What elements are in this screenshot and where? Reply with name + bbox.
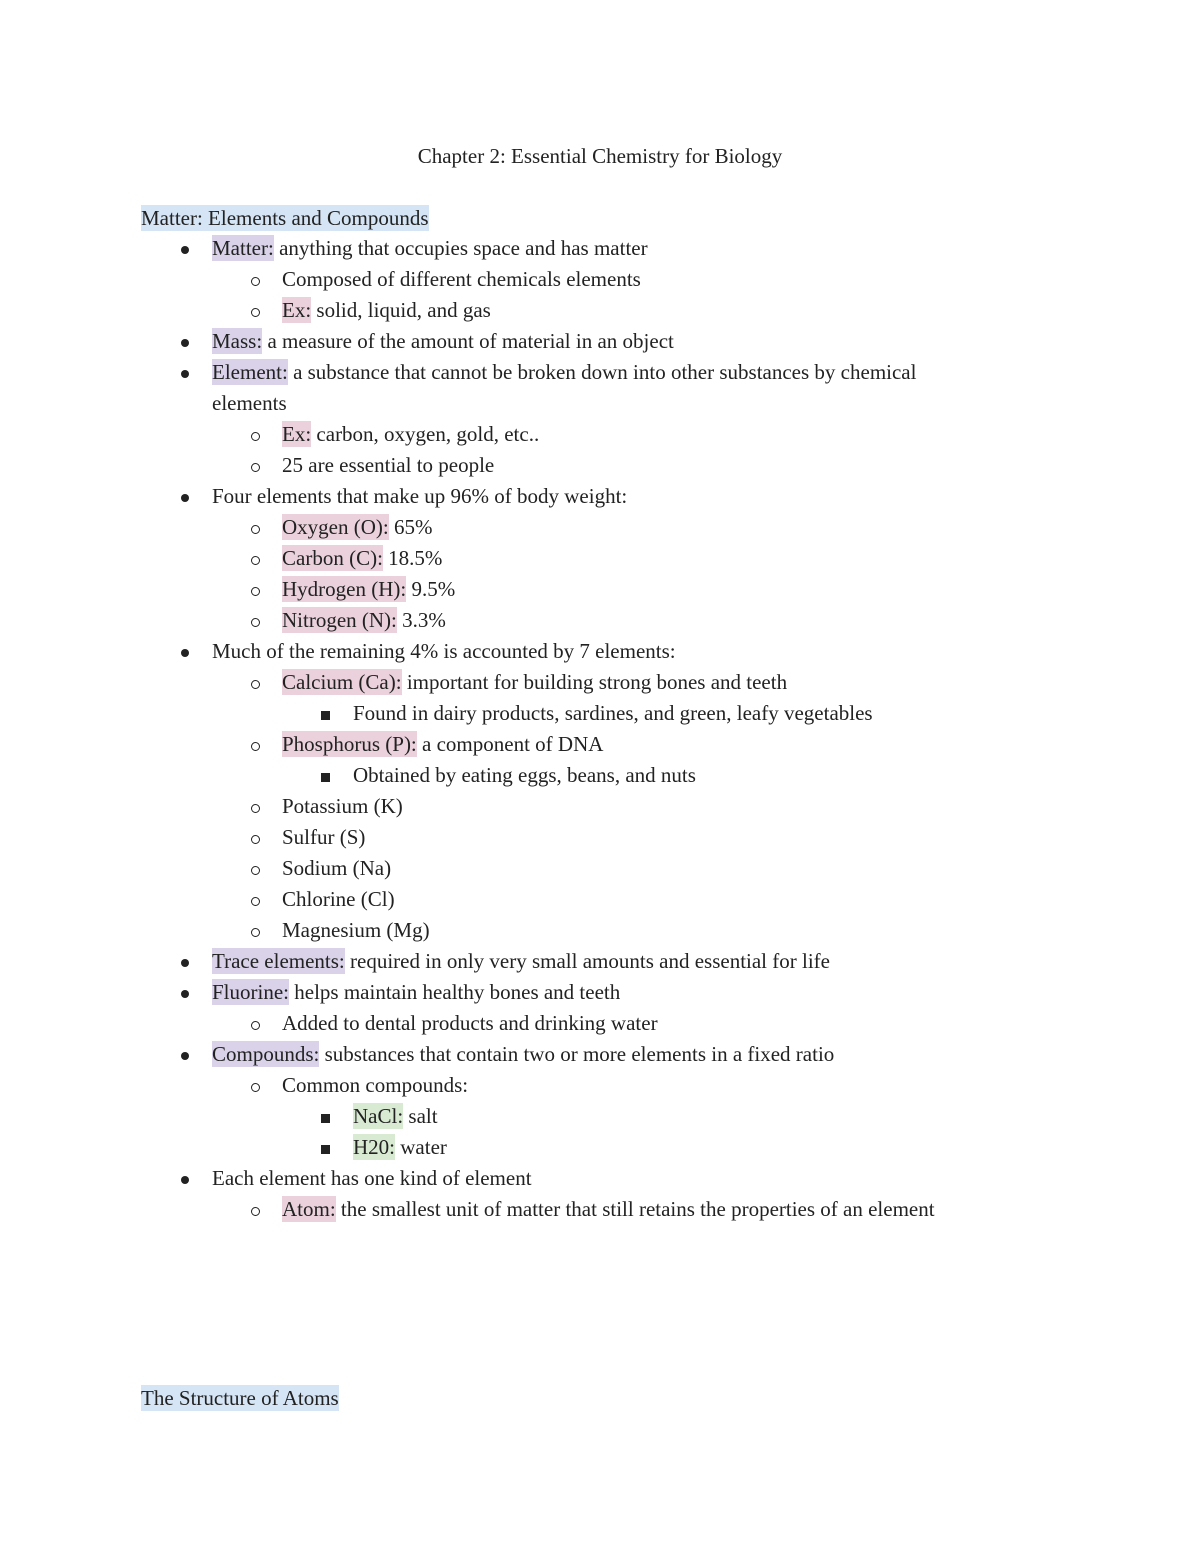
outline-item-text (282, 667, 787, 698)
definition-text: water (395, 1135, 447, 1159)
outline-item (0, 357, 1200, 388)
highlighted-term: Oxygen (O): (282, 515, 389, 539)
outline-item (0, 574, 1200, 605)
outline-item (0, 450, 1200, 481)
definition-text: 65% (388, 515, 433, 539)
highlighted-term: H20: (353, 1135, 395, 1159)
outline-item (0, 233, 1200, 264)
outline-item (0, 1039, 1200, 1070)
outline-item-text (282, 419, 539, 450)
outline-item (0, 1070, 1200, 1101)
notes-outline (0, 233, 1200, 1225)
definition-text: Common compounds: (282, 1073, 469, 1097)
outline-item-text (282, 512, 432, 543)
highlighted-term: Calcium (Ca): (282, 670, 402, 694)
outline-item-text (282, 791, 403, 822)
definition-text: a component of DNA (416, 732, 604, 756)
section-heading-atoms (141, 1384, 339, 1412)
bullet-disc-icon (175, 946, 195, 977)
section-heading-text: Matter: Elements and Compounds (141, 206, 429, 230)
definition-text: solid, liquid, and gas (311, 298, 491, 322)
outline-item-text (282, 822, 365, 853)
outline-item (0, 636, 1200, 667)
definition-text: salt (403, 1104, 438, 1128)
outline-item (0, 1194, 1200, 1225)
bullet-disc-icon (175, 977, 195, 1008)
definition-text: Magnesium (Mg) (282, 918, 430, 942)
highlighted-term: Ex: (282, 298, 312, 322)
definition-text: 25 are essential to people (282, 453, 495, 477)
outline-item (0, 946, 1200, 977)
bullet-square-icon (315, 698, 335, 729)
bullet-circle-icon (245, 512, 265, 543)
definition-text: 18.5% (382, 546, 443, 570)
outline-item (0, 264, 1200, 295)
outline-item-text (212, 233, 648, 264)
outline-item (0, 822, 1200, 853)
outline-item (0, 698, 1200, 729)
outline-item-text (353, 1101, 438, 1132)
outline-item-text (282, 543, 442, 574)
outline-item-text (282, 1070, 468, 1101)
definition-text: Chlorine (Cl) (282, 887, 395, 911)
outline-item-text (212, 357, 916, 388)
bullet-disc-icon (175, 1163, 195, 1194)
definition-text: Sulfur (S) (282, 825, 366, 849)
highlighted-term: Atom: (282, 1197, 336, 1221)
outline-item (0, 481, 1200, 512)
bullet-disc-icon (175, 357, 195, 388)
outline-item-text (212, 977, 620, 1008)
outline-item-text (212, 388, 287, 419)
outline-item-text (282, 295, 491, 326)
bullet-circle-icon (245, 729, 265, 760)
bullet-circle-icon (245, 264, 265, 295)
highlighted-term: Fluorine: (212, 980, 289, 1004)
outline-item-text (282, 450, 494, 481)
bullet-circle-icon (245, 1070, 265, 1101)
outline-item-text (282, 574, 455, 605)
outline-item-text (212, 1039, 834, 1070)
section-heading-text: The Structure of Atoms (141, 1386, 339, 1410)
outline-item-text (353, 698, 873, 729)
highlighted-term: Nitrogen (N): (282, 608, 397, 632)
outline-item (0, 1008, 1200, 1039)
highlighted-term: Trace elements: (212, 949, 345, 973)
highlighted-term: Element: (212, 360, 288, 384)
bullet-disc-icon (175, 326, 195, 357)
bullet-disc-icon (175, 481, 195, 512)
outline-item (0, 295, 1200, 326)
bullet-circle-icon (245, 791, 265, 822)
bullet-circle-icon (245, 605, 265, 636)
definition-text: a substance that cannot be broken down into other substances by chemical (287, 360, 917, 384)
outline-item (0, 1101, 1200, 1132)
highlighted-term: Mass: (212, 329, 263, 353)
outline-item-text (353, 1132, 447, 1163)
section-heading-matter (141, 204, 429, 232)
highlighted-term: Phosphorus (P): (282, 732, 417, 756)
highlighted-term: Hydrogen (H): (282, 577, 407, 601)
definition-text: anything that occupies space and has matter (273, 236, 648, 260)
outline-item-text (212, 636, 676, 667)
highlighted-term: Ex: (282, 422, 312, 446)
bullet-circle-icon (245, 450, 265, 481)
outline-item-text (282, 884, 395, 915)
definition-text: important for building strong bones and teeth (401, 670, 788, 694)
highlighted-term: Compounds: (212, 1042, 320, 1066)
bullet-circle-icon (245, 667, 265, 698)
outline-item-text (212, 946, 830, 977)
outline-item (0, 791, 1200, 822)
definition-text: Much of the remaining 4% is accounted by 7 elements: (212, 639, 676, 663)
outline-item-text (212, 481, 627, 512)
definition-text: Found in dairy products, sardines, and green, leafy vegetables (353, 701, 873, 725)
outline-item (0, 605, 1200, 636)
highlighted-term: NaCl: (353, 1104, 404, 1128)
outline-item (0, 326, 1200, 357)
outline-item-text (282, 729, 603, 760)
definition-text: Each element has one kind of element (212, 1166, 532, 1190)
page-title: Chapter 2: Essential Chemistry for Biology (417, 144, 783, 168)
outline-item (0, 729, 1200, 760)
outline-item (0, 1163, 1200, 1194)
bullet-circle-icon (245, 419, 265, 450)
outline-item-text (212, 326, 674, 357)
bullet-circle-icon (245, 1194, 265, 1225)
outline-item-text (282, 1194, 935, 1225)
definition-text: Added to dental products and drinking water (282, 1011, 658, 1035)
definition-text: Potassium (K) (282, 794, 403, 818)
definition-text: 9.5% (406, 577, 456, 601)
definition-text: the smallest unit of matter that still retains the properties of an element (335, 1197, 935, 1221)
outline-item (0, 419, 1200, 450)
definition-text: elements (212, 391, 287, 415)
outline-item-text (282, 605, 446, 636)
outline-item (0, 667, 1200, 698)
definition-text: 3.3% (396, 608, 446, 632)
outline-item-text (282, 264, 641, 295)
definition-text: a measure of the amount of material in an object (262, 329, 674, 353)
outline-item-text (282, 915, 430, 946)
outline-item (0, 388, 1200, 419)
bullet-circle-icon (245, 853, 265, 884)
bullet-circle-icon (245, 543, 265, 574)
definition-text: Composed of different chemicals elements (282, 267, 641, 291)
highlighted-term: Carbon (C): (282, 546, 383, 570)
bullet-disc-icon (175, 233, 195, 264)
definition-text: Obtained by eating eggs, beans, and nuts (353, 763, 696, 787)
outline-item (0, 1132, 1200, 1163)
outline-item-text (282, 853, 391, 884)
outline-item-text (282, 1008, 658, 1039)
definition-text: substances that contain two or more elements in a fixed ratio (319, 1042, 835, 1066)
outline-item (0, 884, 1200, 915)
outline-item-text (353, 760, 696, 791)
definition-text: required in only very small amounts and essential for life (344, 949, 830, 973)
outline-item (0, 853, 1200, 884)
outline-item (0, 915, 1200, 946)
outline-item-text (212, 1163, 532, 1194)
bullet-circle-icon (245, 822, 265, 853)
bullet-square-icon (315, 760, 335, 791)
bullet-circle-icon (245, 1008, 265, 1039)
definition-text: carbon, oxygen, gold, etc.. (311, 422, 540, 446)
bullet-square-icon (315, 1132, 335, 1163)
definition-text: helps maintain healthy bones and teeth (289, 980, 621, 1004)
bullet-circle-icon (245, 915, 265, 946)
bullet-disc-icon (175, 636, 195, 667)
outline-item (0, 760, 1200, 791)
highlighted-term: Matter: (212, 236, 274, 260)
outline-item (0, 977, 1200, 1008)
outline-item (0, 543, 1200, 574)
bullet-circle-icon (245, 884, 265, 915)
bullet-square-icon (315, 1101, 335, 1132)
definition-text: Sodium (Na) (282, 856, 392, 880)
bullet-circle-icon (245, 574, 265, 605)
outline-item (0, 512, 1200, 543)
bullet-disc-icon (175, 1039, 195, 1070)
bullet-circle-icon (245, 295, 265, 326)
definition-text: Four elements that make up 96% of body weight: (212, 484, 628, 508)
